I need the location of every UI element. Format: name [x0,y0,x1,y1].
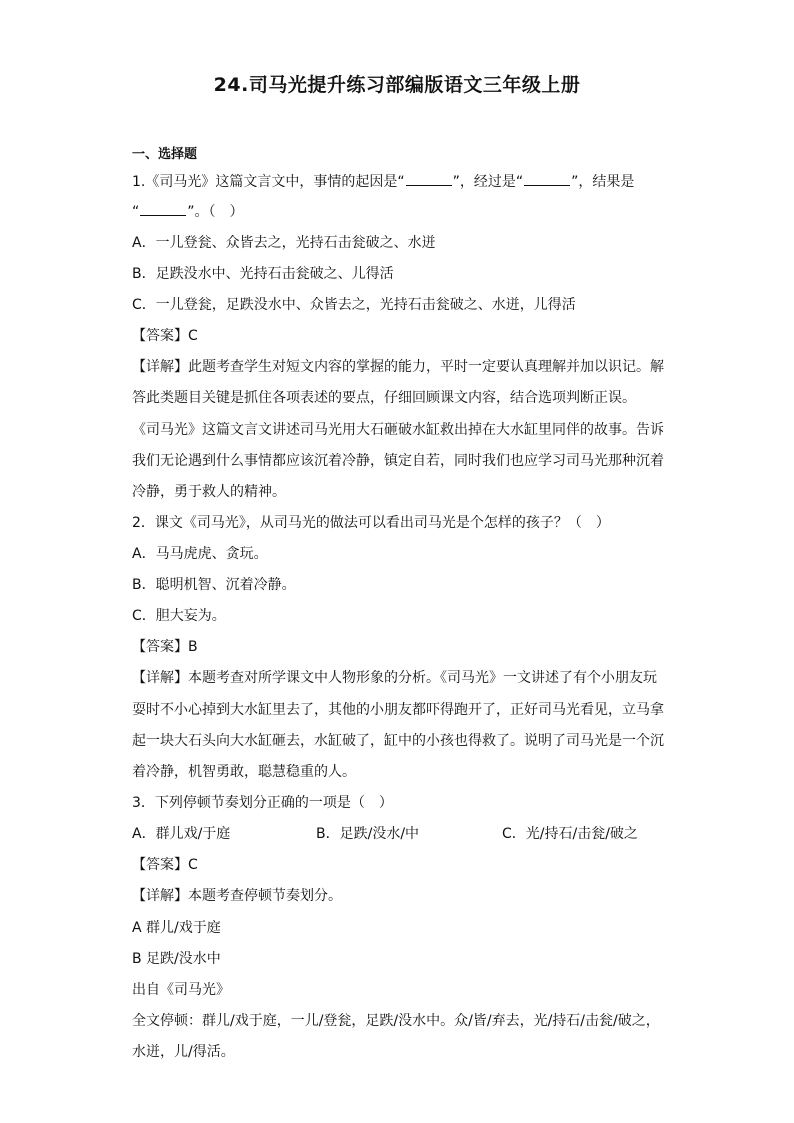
question-1-detail-line: 答此类题目关键是抓住各项表述的要点，仔细回顾课文内容，结合选项判断正误。 [132,390,636,406]
page-title: 24.司马光提升练习部编版语文三年级上册 [213,74,581,96]
question-3-detail-line: 出自《司马光》 [132,982,230,998]
question-3-detail-line: A 群儿/戏于庭 [132,920,221,936]
question-3-option-b: B．足跌/没水/中 [316,826,420,842]
question-2-answer: 【答案】B [132,639,198,655]
question-1-detail-line: 我们无论遇到什么事情都应该沉着冷静，镇定自若，同时我们也应学习司马光那种沉着 [132,453,664,469]
question-3-detail-line: 全文停顿：群儿/戏于庭，一儿/登瓮，足跌/没水中。众/皆/弃去，光/持石/击瓮/破之， [132,1013,660,1029]
question-3-text: 3．下列停顿节奏划分正确的一项是（ ） [132,795,393,811]
question-1-detail-line: 《司马光》这篇文言文讲述司马光用大石砸破水缸救出掉在大水缸里同伴的故事。告诉 [132,422,664,438]
question-2-option-a: A．马马虎虎、贪玩。 [132,546,268,562]
question-1-option-a: A．一儿登瓮、众皆去之，光持石击瓮破之、水迸 [132,235,436,251]
question-3-option-c: C．光/持石/击瓮/破之 [502,826,638,842]
section-heading: 一、选择题 [132,147,198,162]
question-1-option-b: B．足跌没水中、光持石击瓮破之、儿得活 [132,266,394,282]
question-2-detail-line: 耍时不小心掉到大水缸里去了，其他的小朋友都吓得跑开了，正好司马光看见，立马拿 [132,702,664,718]
answer-blank [140,202,186,216]
question-2-detail-line: 【详解】本题考查对所学课文中人物形象的分析。《司马光》一文讲述了有个小朋友玩 [132,670,657,686]
question-3-detail-line: 水迸，儿/得活。 [132,1044,235,1060]
question-1-answer: 【答案】C [132,328,198,344]
question-2-detail-line: 起一块大石头向大水缸砸去，水缸破了，缸中的小孩也得救了。说明了司马光是一个沉 [132,733,664,749]
question-3-answer: 【答案】C [132,857,198,873]
question-3-option-a: A．群儿戏/于庭 [132,826,231,842]
question-1-option-c: C．一儿登瓮，足跌没水中、众皆去之，光持石击瓮破之、水迸，儿得活 [132,297,576,313]
question-2-text: 2．课文《司马光》，从司马光的做法可以看出司马光是个怎样的孩子？（ ） [132,515,610,531]
question-3-detail-line: B 足跌/没水中 [132,951,221,967]
question-2-option-c: C．胆大妄为。 [132,608,226,624]
question-1-detail-line: 【详解】此题考查学生对短文内容的掌握的能力，平时一定要认真理解并加以识记。解 [132,359,664,375]
answer-blank [406,172,452,186]
question-1-line-1: 1.《司马光》这篇文言文中，事情的起因是“ ”，经过是“ ”，结果是 [132,174,635,190]
question-2-option-b: B．聪明机智、沉着冷静。 [132,577,296,593]
question-2-detail-line: 着冷静，机智勇敢，聪慧稳重的人。 [132,764,356,780]
question-1-line-2: “ ”。（ ） [132,204,244,220]
answer-blank [524,172,570,186]
question-1-detail-line: 冷静，勇于救人的精神。 [132,484,286,500]
question-3-detail-line: 【详解】本题考查停顿节奏划分。 [132,888,342,904]
